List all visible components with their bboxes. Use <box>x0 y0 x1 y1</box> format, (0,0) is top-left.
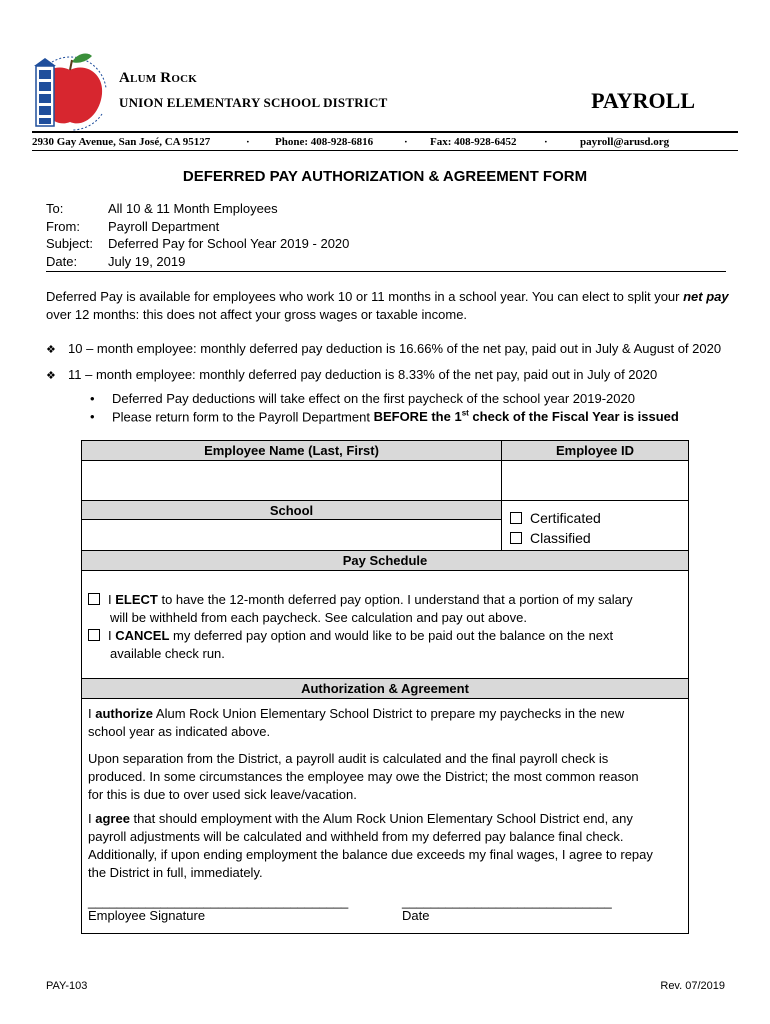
classified-option[interactable] <box>510 528 688 548</box>
option-10-month <box>46 341 721 356</box>
district-word-alum: LUM <box>130 73 157 85</box>
bullet-bold-2: check of the Fiscal Year is issued <box>468 409 679 425</box>
separation-paragraph <box>88 750 639 804</box>
separator-dot: · <box>246 136 250 148</box>
memo-block <box>46 200 349 270</box>
address: 2930 Gay Avenue, San José, CA 95127 <box>32 136 211 148</box>
certificated-option[interactable] <box>510 508 688 528</box>
signature-line[interactable]: ____________________________________ <box>88 894 349 909</box>
bullet-sup: st <box>461 409 469 418</box>
form-title: DEFERRED PAY AUTHORIZATION & AGREEMENT FORM <box>182 168 588 185</box>
separation-line: Upon separation from the District, a payroll audit is calculated and the final payroll check is <box>88 751 609 766</box>
district-name-line2: UNION ELEMENTARY SCHOOL DISTRICT <box>119 95 388 110</box>
cancel-option[interactable] <box>88 627 613 663</box>
authorization-body <box>82 699 688 933</box>
authorization-header: Authorization & Agreement <box>82 679 688 699</box>
certificated-label: Certificated <box>530 510 601 526</box>
fax: Fax: 408-928-6452 <box>430 136 517 148</box>
district-initial-r: R <box>160 70 172 86</box>
auth-text: Alum Rock Union Elementary School District to prepare my paychecks in the new <box>153 706 625 721</box>
separator-dot: · <box>544 136 548 148</box>
district-initial-a: A <box>119 70 131 86</box>
district-word-rock: OCK <box>171 73 197 85</box>
memo-label: From: <box>46 218 80 234</box>
form-number: PAY-103 <box>46 980 88 992</box>
bullet-effective <box>90 391 635 406</box>
header-rule-top <box>32 131 738 133</box>
intro-text: Deferred Pay is available for employees who work 10 or 11 months in a school year. You can elect to split your <box>46 289 684 304</box>
classified-label: Classified <box>530 530 591 546</box>
option-text: 11 – month employee: monthly deferred pay deduction is 8.33% of the net pay, paid out in July of 2020 <box>68 367 658 382</box>
bullet-return <box>90 409 679 424</box>
checkbox-icon[interactable] <box>510 532 522 544</box>
employee-id-header: Employee ID <box>501 441 688 461</box>
elect-bold: ELECT <box>115 592 158 607</box>
memo-row-date <box>46 253 349 271</box>
cancel-text-2: available check run. <box>110 646 225 661</box>
employee-name-header: Employee Name (Last, First) <box>82 441 501 461</box>
district-name <box>119 66 388 115</box>
diamond-bullet-icon: ❖ <box>46 370 56 382</box>
elect-text-2: will be withheld from each paycheck. See calculation and pay out above. <box>110 610 527 625</box>
agree-prefix: I <box>88 811 96 826</box>
auth-bold: authorize <box>95 706 154 721</box>
cancel-bold: CANCEL <box>115 628 170 643</box>
bullet-text: Deferred Pay deductions will take effect on the first paycheck of the school year 2019-2020 <box>112 391 635 406</box>
email: payroll@arusd.org <box>580 136 670 148</box>
school-field[interactable] <box>82 520 501 551</box>
revision-date: Rev. 07/2019 <box>660 980 725 992</box>
memo-value: July 19, 2019 <box>108 253 186 269</box>
checkbox-icon[interactable] <box>88 593 100 605</box>
header-rule-bottom <box>32 150 738 151</box>
option-11-month <box>46 367 657 382</box>
memo-value: Deferred Pay for School Year 2019 - 2020 <box>108 236 350 251</box>
agree-line: payroll adjustments will be calculated and withheld from my deferred pay balance final check. <box>88 829 624 844</box>
employee-name-field[interactable] <box>82 461 501 501</box>
memo-label: Subject: <box>46 236 93 251</box>
district-logo <box>32 48 112 134</box>
signature-block[interactable] <box>88 895 388 923</box>
auth-prefix: I <box>88 706 96 721</box>
diamond-bullet-icon: ❖ <box>46 344 56 356</box>
intro-bold-net-pay: net pay <box>683 289 729 304</box>
pay-schedule-header: Pay Schedule <box>82 551 688 571</box>
memo-value: Payroll Department <box>108 218 220 234</box>
bullet-icon: • <box>90 409 95 425</box>
date-block[interactable] <box>402 895 662 923</box>
employee-id-field[interactable] <box>501 461 688 501</box>
bullet-icon: • <box>90 391 95 406</box>
memo-row-subject <box>46 235 349 253</box>
elect-option[interactable] <box>88 591 633 627</box>
memo-row-to <box>46 200 349 218</box>
signature-label: Employee Signature <box>88 908 206 923</box>
agree-line: Additionally, if upon ending employment the balance due exceeds my final wages, I agree to repay <box>88 847 653 862</box>
memo-value: All 10 & 11 Month Employees <box>108 201 278 216</box>
agree-line: the District in full, immediately. <box>88 865 263 880</box>
elect-text: to have the 12-month deferred pay option. I understand that a portion of my salary <box>157 592 633 607</box>
pay-schedule-body <box>82 571 688 679</box>
separation-line: produced. In some circumstances the employee may owe the District; the most common reason <box>88 769 639 784</box>
separator-dot: · <box>404 136 408 148</box>
checkbox-icon[interactable] <box>88 629 100 641</box>
payroll-heading: PAYROLL <box>591 88 695 113</box>
authorization-table <box>81 440 689 934</box>
option-text: 10 – month employee: monthly deferred pay deduction is 16.66% of the net pay, paid out in July & August of 2020 <box>68 341 722 356</box>
memo-divider <box>46 271 726 272</box>
authorize-paragraph <box>88 705 624 741</box>
bullet-text: Please return form to the Payroll Department <box>112 409 374 425</box>
date-label: Date <box>402 908 430 923</box>
checkbox-icon[interactable] <box>510 512 522 524</box>
memo-row-from <box>46 218 349 236</box>
bullet-bold: BEFORE the 1 <box>373 409 462 425</box>
intro-paragraph <box>46 288 736 324</box>
memo-label: To: <box>46 201 64 216</box>
employee-type-cell <box>501 500 688 551</box>
memo-label: Date: <box>46 253 78 269</box>
agree-paragraph <box>88 810 653 882</box>
date-line[interactable]: _____________________________ <box>402 894 612 909</box>
school-header: School <box>82 500 501 520</box>
cancel-text: my deferred pay option and would like to be paid out the balance on the next <box>169 628 614 643</box>
intro-text-2: over 12 months: this does not affect your gross wages or taxable income. <box>46 307 468 322</box>
agree-bold: agree <box>95 811 130 826</box>
elect-prefix: I <box>108 592 116 607</box>
auth-text-2: school year as indicated above. <box>88 724 271 739</box>
phone: Phone: 408-928-6816 <box>275 136 374 148</box>
separation-line: for this is due to over used sick leave/vacation. <box>88 787 357 802</box>
cancel-prefix: I <box>108 628 116 643</box>
district-name-line1 <box>119 66 388 91</box>
agree-line: that should employment with the Alum Rock Union Elementary School District end, any <box>129 811 633 826</box>
